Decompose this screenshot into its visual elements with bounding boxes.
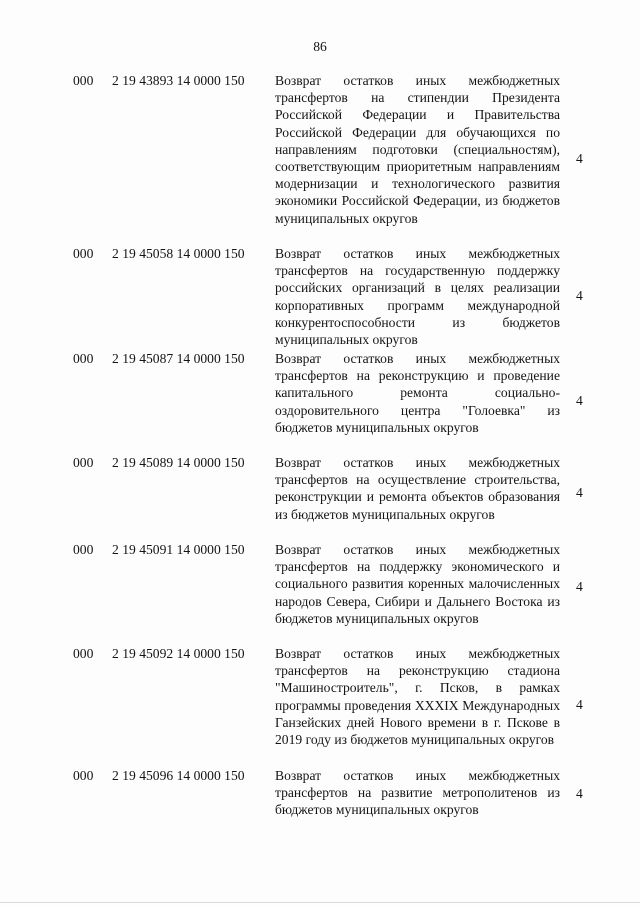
admin-code: 000 [73, 246, 94, 261]
page-number: 86 [313, 39, 327, 54]
budget-code: 2 19 45091 14 0000 150 [112, 542, 245, 557]
row-amount: 4 [576, 786, 583, 801]
row-description: Возврат остатков иных межбюджетных трансфертов на стипендии Президента Российской Федерации и Правительства Российской Федерации для обучающихся по направлениям подготовки (специальностям), соответствующим приоритетным направлениям модернизации и технологического развития экономики Российской Федерации, из бюджетов муниципальных округов [275, 73, 560, 226]
row-description: Возврат остатков иных межбюджетных трансфертов на развитие метрополитенов из бюджетов муниципальных округов [275, 768, 560, 818]
budget-code: 2 19 45092 14 0000 150 [112, 646, 245, 661]
row-amount: 4 [576, 393, 583, 408]
budget-code: 2 19 45087 14 0000 150 [112, 351, 245, 366]
budget-code: 2 19 43893 14 0000 150 [112, 73, 245, 88]
admin-code: 000 [73, 351, 94, 366]
row-description: Возврат остатков иных межбюджетных трансфертов на реконструкцию стадиона "Машиностроитель", г. Псков, в рамках программы проведения XXXIX Международных Ганзейских дней Нового времени в г. Пскове в 2019 году из бюджетов муниципальных округов [275, 646, 560, 748]
row-description: Возврат остатков иных межбюджетных трансфертов на реконструкцию и проведение капитального ремонта социально-оздоровительного центра "Голоевка" из бюджетов муниципальных округов [275, 351, 560, 435]
row-description: Возврат остатков иных межбюджетных трансфертов на осуществление строительства, реконструкции и ремонта объектов образования из бюджетов муниципальных округов [275, 455, 560, 522]
row-amount: 4 [576, 288, 583, 303]
budget-code: 2 19 45058 14 0000 150 [112, 246, 245, 261]
row-amount: 4 [576, 151, 583, 166]
row-description: Возврат остатков иных межбюджетных трансфертов на поддержку экономического и социального развития коренных малочисленных народов Севера, Сибири и Дальнего Востока из бюджетов муниципальных округов [275, 542, 560, 626]
row-amount: 4 [576, 697, 583, 712]
row-amount: 4 [576, 485, 583, 500]
admin-code: 000 [73, 768, 94, 783]
admin-code: 000 [73, 646, 94, 661]
admin-code: 000 [73, 455, 94, 470]
row-amount: 4 [576, 579, 583, 594]
row-description: Возврат остатков иных межбюджетных трансфертов на государственную поддержку российских организаций в целях реализации корпоративных программ международной конкурентоспособности из бюджетов муниципальных округов [275, 246, 560, 348]
budget-code: 2 19 45089 14 0000 150 [112, 455, 245, 470]
page-bottom-edge [0, 902, 640, 903]
admin-code: 000 [73, 73, 94, 88]
budget-code: 2 19 45096 14 0000 150 [112, 768, 245, 783]
admin-code: 000 [73, 542, 94, 557]
